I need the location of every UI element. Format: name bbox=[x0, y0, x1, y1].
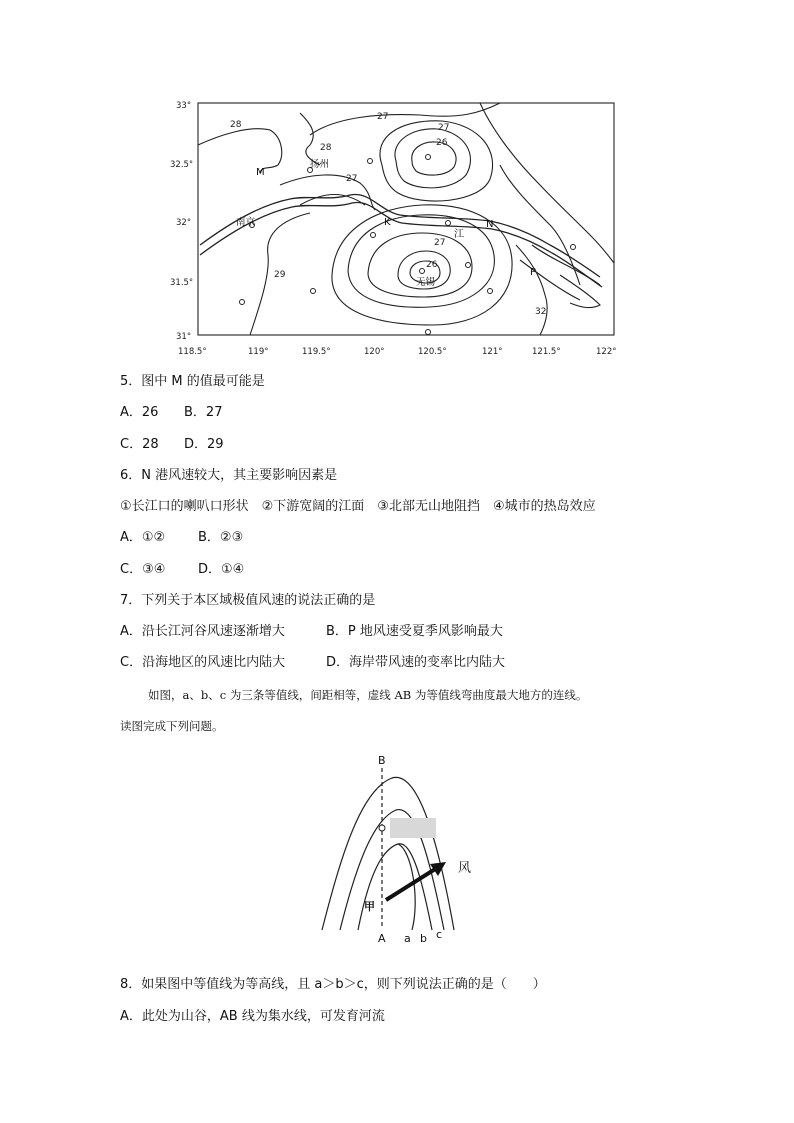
lon-label: 119.5° bbox=[302, 347, 331, 357]
q7-option-c[interactable]: C．沿海地区的风速比内陆大 bbox=[120, 655, 286, 670]
q5-option-c[interactable]: C．28 bbox=[120, 437, 159, 452]
label-b: B bbox=[378, 754, 386, 767]
contour-label: 27 bbox=[434, 238, 446, 248]
contour-diagram bbox=[300, 750, 500, 950]
q5-option-d[interactable]: D．29 bbox=[184, 437, 224, 452]
blurred-label bbox=[390, 818, 436, 838]
contour-label: 28 bbox=[230, 120, 242, 130]
q7-option-b[interactable]: B．P 地风速受夏季风影响最大 bbox=[326, 624, 503, 639]
contour-label: 27 bbox=[377, 112, 389, 122]
station-dot bbox=[426, 155, 431, 160]
point-marker bbox=[379, 825, 385, 831]
q6-option-c[interactable]: C．③④ bbox=[120, 562, 166, 577]
station-dot bbox=[371, 233, 376, 238]
question-6-statements: ①长江口的喇叭口形状 ②下游宽阔的江面 ③北部无山地阻挡 ④城市的热岛效应 bbox=[120, 499, 596, 514]
station-dot bbox=[311, 289, 316, 294]
q7-option-d[interactable]: D．海岸带风速的变率比内陆大 bbox=[326, 655, 506, 670]
contour-curve bbox=[322, 777, 454, 930]
contour-label: 26 bbox=[436, 138, 448, 148]
station-dot bbox=[240, 300, 245, 305]
contour-label: 32 bbox=[535, 307, 547, 317]
question-5-stem: 5．图中 M 的值最可能是 bbox=[120, 374, 265, 389]
q6-option-d[interactable]: D．①④ bbox=[198, 562, 245, 577]
lon-label: 121.5° bbox=[532, 347, 561, 357]
curve-label-b: b bbox=[420, 932, 427, 945]
lat-label: 33° bbox=[176, 101, 192, 111]
station-dot bbox=[446, 221, 451, 226]
q6-option-a[interactable]: A．①② bbox=[120, 530, 166, 545]
q7-option-a[interactable]: A．沿长江河谷风速逐渐增大 bbox=[120, 624, 285, 639]
lon-label: 118.5° bbox=[178, 347, 207, 357]
place-nanjing: 南京 bbox=[236, 217, 256, 228]
wind-arrow-shaft bbox=[386, 866, 440, 900]
lon-label: 122° bbox=[596, 347, 617, 357]
question-6-stem: 6．N 港风速较大，其主要影响因素是 bbox=[120, 468, 338, 483]
wind-contour-map bbox=[160, 95, 630, 365]
curve-label-c: c bbox=[436, 928, 443, 941]
station-dot bbox=[571, 245, 576, 250]
label-a: A bbox=[378, 932, 386, 945]
point-p: P bbox=[530, 267, 537, 278]
lon-label: 120° bbox=[364, 347, 385, 357]
contour-label: 26 bbox=[426, 260, 438, 270]
lat-label: 32° bbox=[176, 218, 192, 228]
contour-label: 27 bbox=[346, 174, 358, 184]
contour-label: 27 bbox=[438, 123, 450, 133]
place-yangzhou: 扬州 bbox=[310, 159, 330, 170]
point-m: M bbox=[256, 167, 265, 178]
station-dot bbox=[488, 289, 493, 294]
lat-label: 31° bbox=[176, 332, 192, 342]
question-7-stem: 7．下列关于本区域极值风速的说法正确的是 bbox=[120, 593, 376, 608]
label-feng: 风 bbox=[458, 861, 472, 876]
station-dot bbox=[426, 330, 431, 335]
q5-option-b[interactable]: B．27 bbox=[184, 405, 223, 420]
lon-label: 121° bbox=[482, 347, 503, 357]
lon-label: 120.5° bbox=[418, 347, 447, 357]
lon-label: 119° bbox=[248, 347, 269, 357]
contour-label: 29 bbox=[274, 270, 286, 280]
q5-option-a[interactable]: A．26 bbox=[120, 405, 159, 420]
contour-label: 28 bbox=[320, 143, 332, 153]
q8-option-a[interactable]: A．此处为山谷，AB 线为集水线，可发育河流 bbox=[120, 1009, 385, 1024]
intro-line-1: 如图，a、b、c 为三条等值线，间距相等，虚线 AB 为等值线弯曲度最大地方的连线。 bbox=[148, 688, 588, 702]
contour-curve bbox=[358, 844, 432, 930]
point-jiang: 江 bbox=[454, 229, 464, 240]
curve-label-a: a bbox=[404, 932, 411, 945]
station-dot bbox=[420, 269, 425, 274]
map-frame bbox=[198, 103, 614, 335]
station-dot bbox=[368, 159, 373, 164]
question-8-stem: 8．如果图中等值线为等高线，且 a＞b＞c，则下列说法正确的是（ ） bbox=[120, 977, 546, 992]
place-wuxi: 无锡 bbox=[416, 277, 436, 288]
lat-label: 31.5° bbox=[170, 278, 194, 288]
point-k: K bbox=[384, 217, 391, 228]
lat-label: 32.5° bbox=[170, 160, 194, 170]
intro-line-2: 读图完成下列问题。 bbox=[120, 719, 224, 733]
station-dot bbox=[466, 263, 471, 268]
point-n: N bbox=[486, 219, 494, 230]
q6-option-b[interactable]: B．②③ bbox=[198, 530, 244, 545]
label-jia: 甲 bbox=[364, 900, 375, 913]
